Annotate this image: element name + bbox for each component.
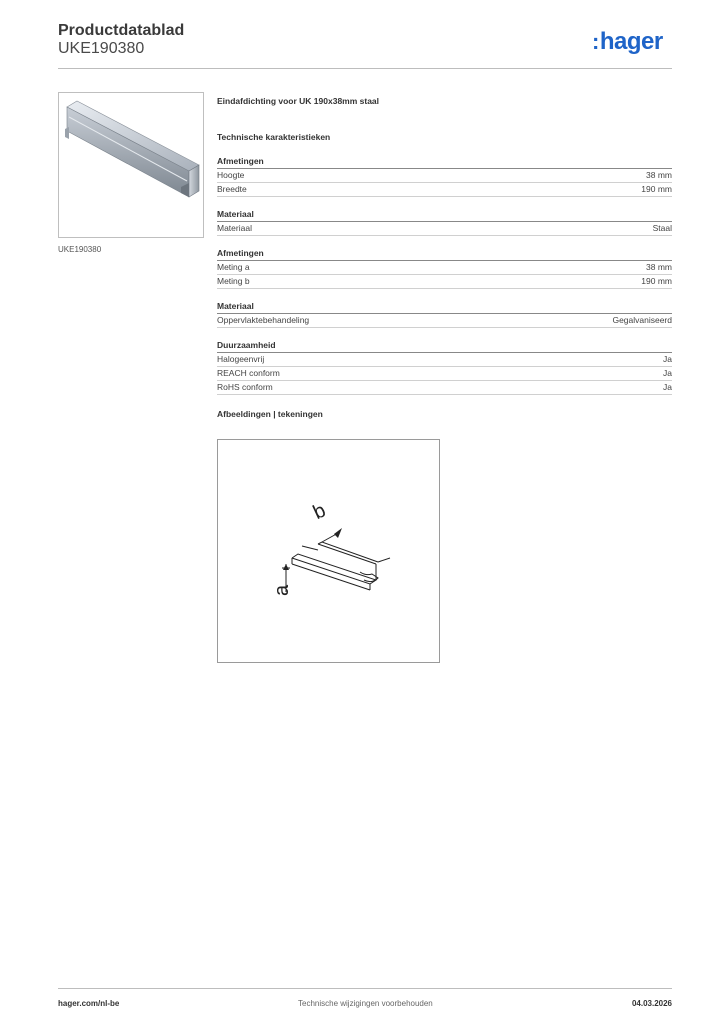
footer-date: 04.03.2026 bbox=[631, 999, 672, 1008]
spec-section-sustainability bbox=[217, 340, 672, 395]
spec-label: Hoogte bbox=[217, 170, 245, 180]
spec-value: 38 mm bbox=[646, 262, 672, 272]
spec-value: Ja bbox=[663, 382, 672, 392]
hager-logo bbox=[592, 28, 663, 56]
logo-text: hager bbox=[599, 28, 663, 55]
spec-value: Staal bbox=[652, 223, 672, 233]
spec-row bbox=[217, 353, 672, 367]
spec-row bbox=[217, 314, 672, 328]
spec-label: RoHS conform bbox=[217, 382, 273, 392]
logo-colon-icon: : bbox=[592, 29, 599, 54]
technical-drawing-image bbox=[218, 440, 439, 662]
spec-content bbox=[217, 96, 672, 419]
section-heading: Afmetingen bbox=[217, 156, 672, 169]
dimension-label-a: a bbox=[271, 584, 293, 596]
spec-row bbox=[217, 169, 672, 183]
section-heading: Afmetingen bbox=[217, 248, 672, 261]
technical-drawing bbox=[217, 439, 440, 663]
spec-row bbox=[217, 275, 672, 289]
spec-value: Ja bbox=[663, 368, 672, 378]
section-heading: Materiaal bbox=[217, 209, 672, 222]
product-photo-image bbox=[59, 93, 203, 237]
spec-label: Breedte bbox=[217, 184, 247, 194]
footer-website[interactable]: hager.com/nl-be bbox=[58, 999, 120, 1008]
footer-divider bbox=[58, 988, 672, 989]
spec-section-measurements bbox=[217, 248, 672, 289]
spec-value: 190 mm bbox=[641, 276, 672, 286]
spec-row bbox=[217, 183, 672, 197]
spec-row bbox=[217, 367, 672, 381]
spec-section-material bbox=[217, 209, 672, 236]
photo-caption: UKE190380 bbox=[58, 245, 102, 254]
spec-section-dimensions bbox=[217, 156, 672, 197]
spec-section-surface bbox=[217, 301, 672, 328]
header-divider bbox=[58, 68, 672, 69]
spec-row bbox=[217, 261, 672, 275]
drawings-heading: Afbeeldingen | tekeningen bbox=[217, 409, 323, 419]
spec-label: Oppervlaktebehandeling bbox=[217, 315, 310, 325]
page-title: Productdatablad bbox=[58, 22, 185, 39]
product-name: Eindafdichting voor UK 190x38mm staal bbox=[217, 96, 380, 106]
spec-label: Materiaal bbox=[217, 223, 252, 233]
spec-value: Gegalvaniseerd bbox=[612, 315, 672, 325]
spec-value: 190 mm bbox=[641, 184, 672, 194]
product-photo bbox=[58, 92, 204, 238]
spec-label: REACH conform bbox=[217, 368, 280, 378]
tech-heading: Technische karakteristieken bbox=[217, 132, 331, 142]
spec-label: Meting b bbox=[217, 276, 250, 286]
footer-notice: Technische wijzigingen voorbehouden bbox=[298, 999, 433, 1008]
spec-row bbox=[217, 381, 672, 395]
section-heading: Duurzaamheid bbox=[217, 340, 672, 353]
section-heading: Materiaal bbox=[217, 301, 672, 314]
dimension-label-b: b bbox=[309, 499, 330, 525]
spec-label: Meting a bbox=[217, 262, 250, 272]
spec-value: 38 mm bbox=[646, 170, 672, 180]
spec-row bbox=[217, 222, 672, 236]
spec-value: Ja bbox=[663, 354, 672, 364]
spec-label: Halogeenvrij bbox=[217, 354, 265, 364]
product-code: UKE190380 bbox=[58, 40, 145, 57]
